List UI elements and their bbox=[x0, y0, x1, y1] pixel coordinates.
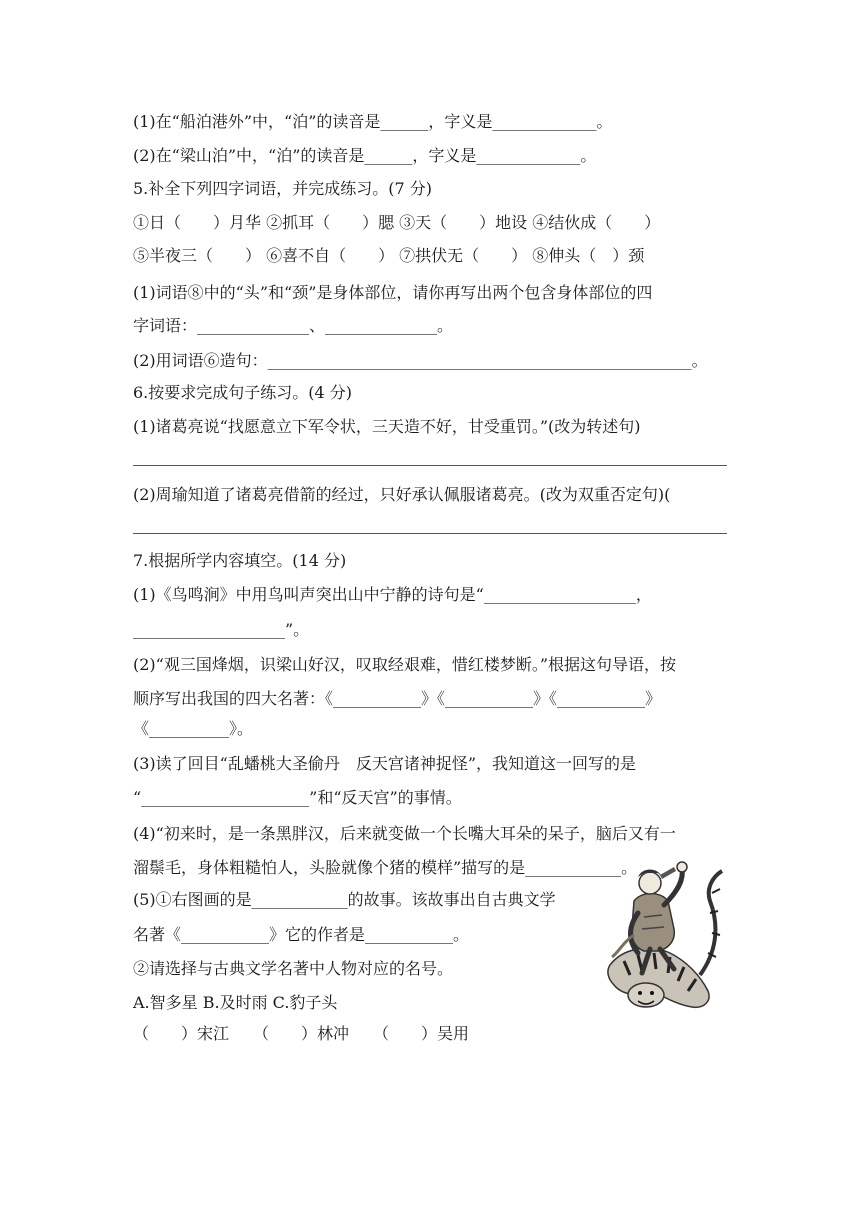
q6-part1: (1)诸葛亮说“找愿意立下军令状，三天造不好，甘受重罚。”(改为转述句) bbox=[133, 417, 641, 436]
q4-line2: (2)在“梁山泊”中，“泊”的读音是______，字义是_____________。 bbox=[133, 146, 597, 165]
q7-part2-line3: 《__________》。 bbox=[133, 719, 254, 738]
q5-row1: ①日（ ）月华 ②抓耳（ ）腮 ③天（ ）地设 ④结伙成（ ） bbox=[133, 213, 661, 232]
q6-part2: (2)周瑜知道了诸葛亮借箭的经过，只好承认佩服诸葛亮。(改为双重否定句)( bbox=[133, 485, 671, 504]
q4-line1: (1)在“船泊港外”中，“泊”的读音是______，字义是_____________。 bbox=[133, 112, 613, 131]
q5-part2: (2)用词语⑥造句：_____________________________________________________。 bbox=[133, 351, 708, 370]
q7-title: 7.根据所学内容填空。(14 分) bbox=[133, 551, 347, 570]
q7-part1-line2: ___________________”。 bbox=[133, 620, 310, 639]
q7-part3-line2: “_____________________”和“反天宫”的事情。 bbox=[133, 788, 462, 807]
q5-row2: ⑤半夜三（ ） ⑥喜不自（ ） ⑦拱伏无（ ） ⑧伸头（ ）颈 bbox=[133, 246, 645, 265]
answer-line bbox=[133, 465, 727, 466]
q7-part5-line3: ②请选择与古典文学名著中人物对应的名号。 bbox=[133, 959, 454, 978]
q7-part3-line1: (3)读了回目“乱蟠桃大圣偷丹 反天宫诸神捉怪”，我知道这一回写的是 bbox=[133, 754, 637, 773]
q7-part2-line1: (2)“观三国烽烟，识梁山好汉，叹取经艰难，惜红楼梦断。”根据这句导语，按 bbox=[133, 655, 677, 674]
q7-part1-line1: (1)《鸟鸣涧》中用鸟叫声突出山中宁静的诗句是“___________________， bbox=[133, 585, 652, 604]
q7-part4-line1: (4)“初来时，是一条黑胖汉，后来就变做一个长嘴大耳朵的呆子，脑后又有一 bbox=[133, 824, 676, 843]
q7-part2-line2: 顺序写出我国的四大名著：《___________》《___________》《___________》 bbox=[133, 689, 662, 708]
q7-part4-line2: 溜鬃毛，身体粗糙怕人，头脸就像个猪的模样”描写的是____________。 bbox=[133, 858, 638, 877]
q7-options: A.智多星 B.及时雨 C.豹子头 bbox=[133, 993, 338, 1012]
q7-part5-line1: (5)①右图画的是____________的故事。该故事出自古典文学 bbox=[133, 890, 556, 909]
q7-part5-line2: 名著《___________》它的作者是___________。 bbox=[133, 925, 470, 944]
wu-song-tiger-illustration bbox=[604, 857, 732, 1013]
answer-line bbox=[133, 533, 727, 534]
q5-part1-line1: (1)词语⑧中的“头”和“颈”是身体部位，请你再写出两个包含身体部位的四 bbox=[133, 283, 653, 302]
q6-title: 6.按要求完成句子练习。(4 分) bbox=[133, 383, 353, 402]
q5-part1-line2: 字词语：______________、______________。 bbox=[133, 316, 454, 335]
q5-title: 5.补全下列四字词语，并完成练习。(7 分) bbox=[133, 179, 433, 198]
q7-match: （ ）宋江 （ ）林冲 （ ）吴用 bbox=[133, 1024, 470, 1043]
